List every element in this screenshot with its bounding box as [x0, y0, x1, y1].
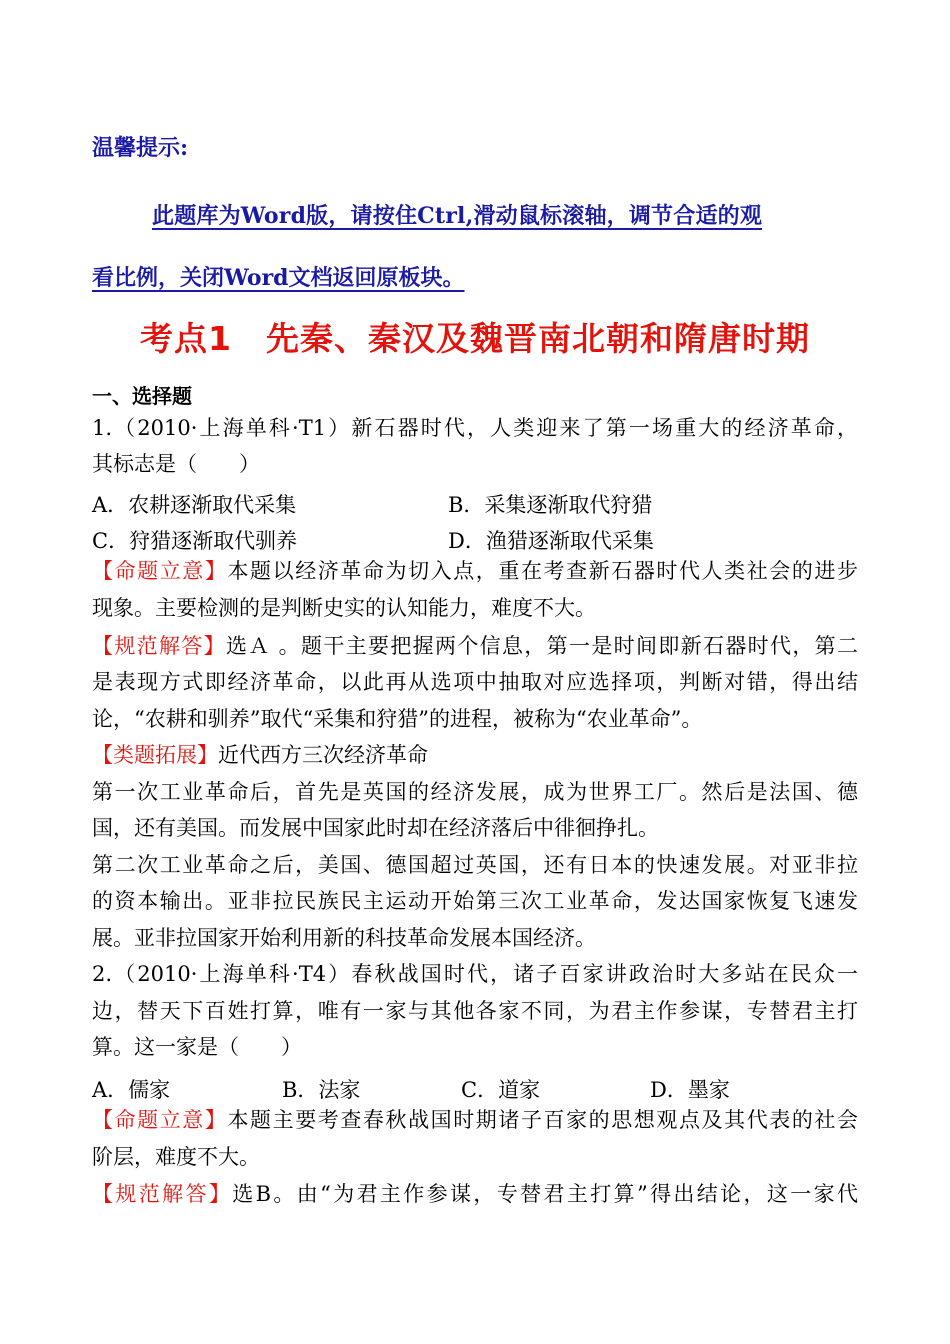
page-title: 考点1 先秦、秦汉及魏晋南北朝和隋唐时期 — [140, 319, 810, 358]
q1-extension-tag: 【类题拓展】 — [92, 743, 218, 767]
notice-line-1: 此题库为Word版，请按住Ctrl,滑动鼠标滚轴，调节合适的观 — [152, 203, 763, 229]
q2-stem-line-2: 边，替天下百姓打算，唯有一家与其他各家不同，为君主作参谋，专替君主打 — [92, 999, 858, 1023]
q1-extension-line-2: 国，还有美国。而发展中国家此时却在经济落后中徘徊挣扎。 — [92, 816, 659, 840]
q1-extension-head — [92, 745, 428, 766]
q2-intent-text-1: 本题主要考查春秋战国时期诸子百家的思想观点及其代表的社会 — [227, 1108, 859, 1132]
q2-intent-line-2: 阶层，难度不大。 — [92, 1145, 260, 1169]
q1-extension-title: 近代西方三次经济革命 — [218, 743, 428, 767]
q1-intent-text-1: 本题以经济革命为切入点，重在考查新石器时代人类社会的进步 — [227, 559, 859, 583]
q1-answer-text-1: 选Ａ 。题干主要把握两个信息，第一是时间即新石器时代，第二 — [226, 634, 858, 658]
q1-option-a: A．农耕逐渐取代采集 — [92, 493, 297, 517]
q2-option-a: A．儒家 — [92, 1078, 171, 1102]
q2-answer-line-1 — [92, 1184, 858, 1205]
q1-answer-line-3: 论，“农耕和驯养”取代“采集和狩猎”的进程，被称为“农业革命”。 — [92, 707, 703, 731]
q1-extension-line-4: 的资本输出。亚非拉民族民主运动开始第三次工业革命，发达国家恢复飞速发 — [92, 889, 858, 913]
notice-title: 温馨提示: — [92, 135, 189, 161]
q1-answer-tag: 【规范解答】 — [92, 634, 226, 658]
q2-option-d: D．墨家 — [650, 1078, 730, 1102]
q2-stem-line-3: 算。这一家是（ ） — [92, 1035, 302, 1059]
q1-intent-line-1 — [92, 561, 858, 582]
q1-intent-tag: 【命题立意】 — [92, 559, 228, 583]
q2-answer-text-1: 选B。由“为君主作参谋，专替君主打算”得出结论，这一家代 — [232, 1182, 858, 1206]
q1-answer-line-1 — [92, 636, 858, 657]
q1-option-d: D．渔猎逐渐取代采集 — [448, 529, 654, 553]
q2-intent-tag: 【命题立意】 — [92, 1108, 228, 1132]
q2-option-b: B．法家 — [282, 1078, 361, 1102]
q1-extension-line-5: 展。亚非拉国家开始利用新的科技革命发展本国经济。 — [92, 926, 596, 950]
q1-intent-line-2: 现象。主要检测的是判断史实的认知能力，难度不大。 — [92, 596, 596, 620]
q1-stem-line-1: 1.（2010·上海单科·T1）新石器时代，人类迎来了第一场重大的经济革命， — [92, 416, 858, 440]
q1-answer-line-2: 是表现方式即经济革命，以此再从选项中抽取对应选择项，判断对错，得出结 — [92, 670, 858, 694]
q2-stem-line-1: 2.（2010·上海单科·T4）春秋战国时代，诸子百家讲政治时大多站在民众一 — [92, 962, 858, 986]
section-heading: 一、选择题 — [92, 384, 192, 408]
q1-extension-line-3: 第二次工业革命之后，美国、德国超过英国，还有日本的快速发展。对亚非拉 — [92, 853, 858, 877]
q1-extension-line-1: 第一次工业革命后，首先是英国的经济发展，成为世界工厂。然后是法国、德 — [92, 780, 858, 804]
q1-stem-line-2: 其标志是（ ） — [92, 452, 260, 476]
q2-answer-tag: 【规范解答】 — [92, 1182, 233, 1206]
q2-intent-line-1 — [92, 1110, 858, 1131]
notice-line-2: 看比例，关闭Word文档返回原板块。 — [92, 265, 465, 291]
q1-option-c: C．狩猎逐渐取代驯养 — [92, 529, 298, 553]
q2-option-c: C．道家 — [461, 1078, 541, 1102]
q1-option-b: B．采集逐渐取代狩猎 — [448, 493, 653, 517]
